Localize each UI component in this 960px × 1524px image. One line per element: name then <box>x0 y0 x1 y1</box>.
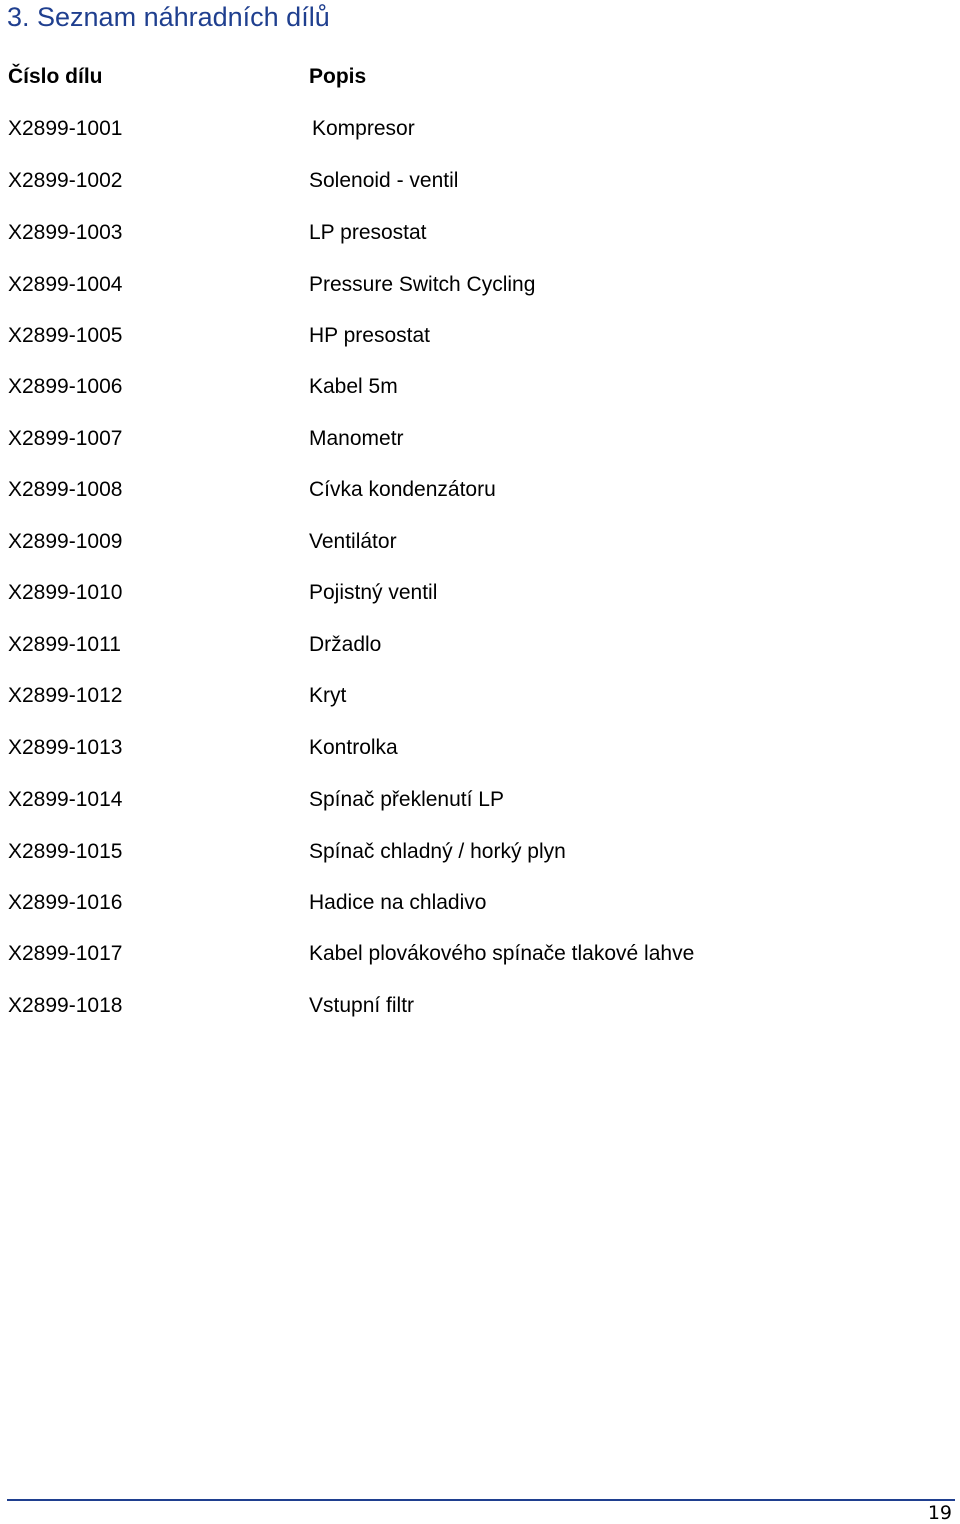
table-row <box>0 888 960 918</box>
part-number-cell: X2899-1002 <box>8 169 123 192</box>
table-row <box>0 424 960 454</box>
part-number-cell: X2899-1016 <box>8 891 123 914</box>
table-row <box>0 991 960 1021</box>
description-cell: Kryt <box>309 684 347 707</box>
part-number-cell: X2899-1007 <box>8 427 123 450</box>
table-header-row <box>0 62 960 92</box>
description-cell: Kontrolka <box>309 736 398 759</box>
table-row <box>0 527 960 557</box>
page-heading: 3. Seznam náhradních dílů <box>7 2 330 32</box>
part-number-cell: X2899-1004 <box>8 273 123 296</box>
description-cell: Manometr <box>309 427 404 450</box>
table-row <box>0 166 960 196</box>
table-row <box>0 270 960 300</box>
page-number: 19 <box>927 1502 952 1524</box>
part-number-cell: X2899-1013 <box>8 736 123 759</box>
table-row <box>0 578 960 608</box>
part-number-cell: X2899-1006 <box>8 375 123 398</box>
description-cell: Spínač překlenutí LP <box>309 788 504 811</box>
table-row <box>0 475 960 505</box>
description-cell: Kabel 5m <box>309 375 398 398</box>
part-number-cell: X2899-1012 <box>8 684 123 707</box>
table-row <box>0 321 960 351</box>
column-header-part-number: Číslo dílu <box>8 65 103 88</box>
description-cell: Pojistný ventil <box>309 581 438 604</box>
table-row <box>0 630 960 660</box>
column-header-description: Popis <box>309 65 367 88</box>
description-cell: Hadice na chladivo <box>309 891 487 914</box>
description-cell: Kabel plovákového spínače tlakové lahve <box>309 942 695 965</box>
part-number-cell: X2899-1008 <box>8 478 123 501</box>
table-row <box>0 114 960 144</box>
table-row <box>0 218 960 248</box>
description-cell: Spínač chladný / horký plyn <box>309 840 566 863</box>
part-number-cell: X2899-1017 <box>8 942 123 965</box>
description-cell: Ventilátor <box>309 530 397 553</box>
part-number-cell: X2899-1003 <box>8 221 123 244</box>
part-number-cell: X2899-1011 <box>8 633 121 656</box>
part-number-cell: X2899-1005 <box>8 324 123 347</box>
description-cell: HP presostat <box>309 324 431 347</box>
description-cell: Solenoid - ventil <box>309 169 459 192</box>
description-cell: Kompresor <box>312 117 415 140</box>
table-row <box>0 939 960 969</box>
table-row <box>0 681 960 711</box>
part-number-cell: X2899-1009 <box>8 530 123 553</box>
part-number-cell: X2899-1010 <box>8 581 123 604</box>
footer-divider <box>7 1499 955 1501</box>
part-number-cell: X2899-1018 <box>8 994 123 1017</box>
description-cell: Držadlo <box>309 633 382 656</box>
table-row <box>0 785 960 815</box>
description-cell: Pressure Switch Cycling <box>309 273 536 296</box>
table-row <box>0 733 960 763</box>
part-number-cell: X2899-1001 <box>8 117 123 140</box>
table-row <box>0 372 960 402</box>
part-number-cell: X2899-1014 <box>8 788 123 811</box>
description-cell: Cívka kondenzátoru <box>309 478 496 501</box>
description-cell: Vstupní filtr <box>309 994 415 1017</box>
part-number-cell: X2899-1015 <box>8 840 123 863</box>
table-row <box>0 837 960 867</box>
description-cell: LP presostat <box>309 221 427 244</box>
